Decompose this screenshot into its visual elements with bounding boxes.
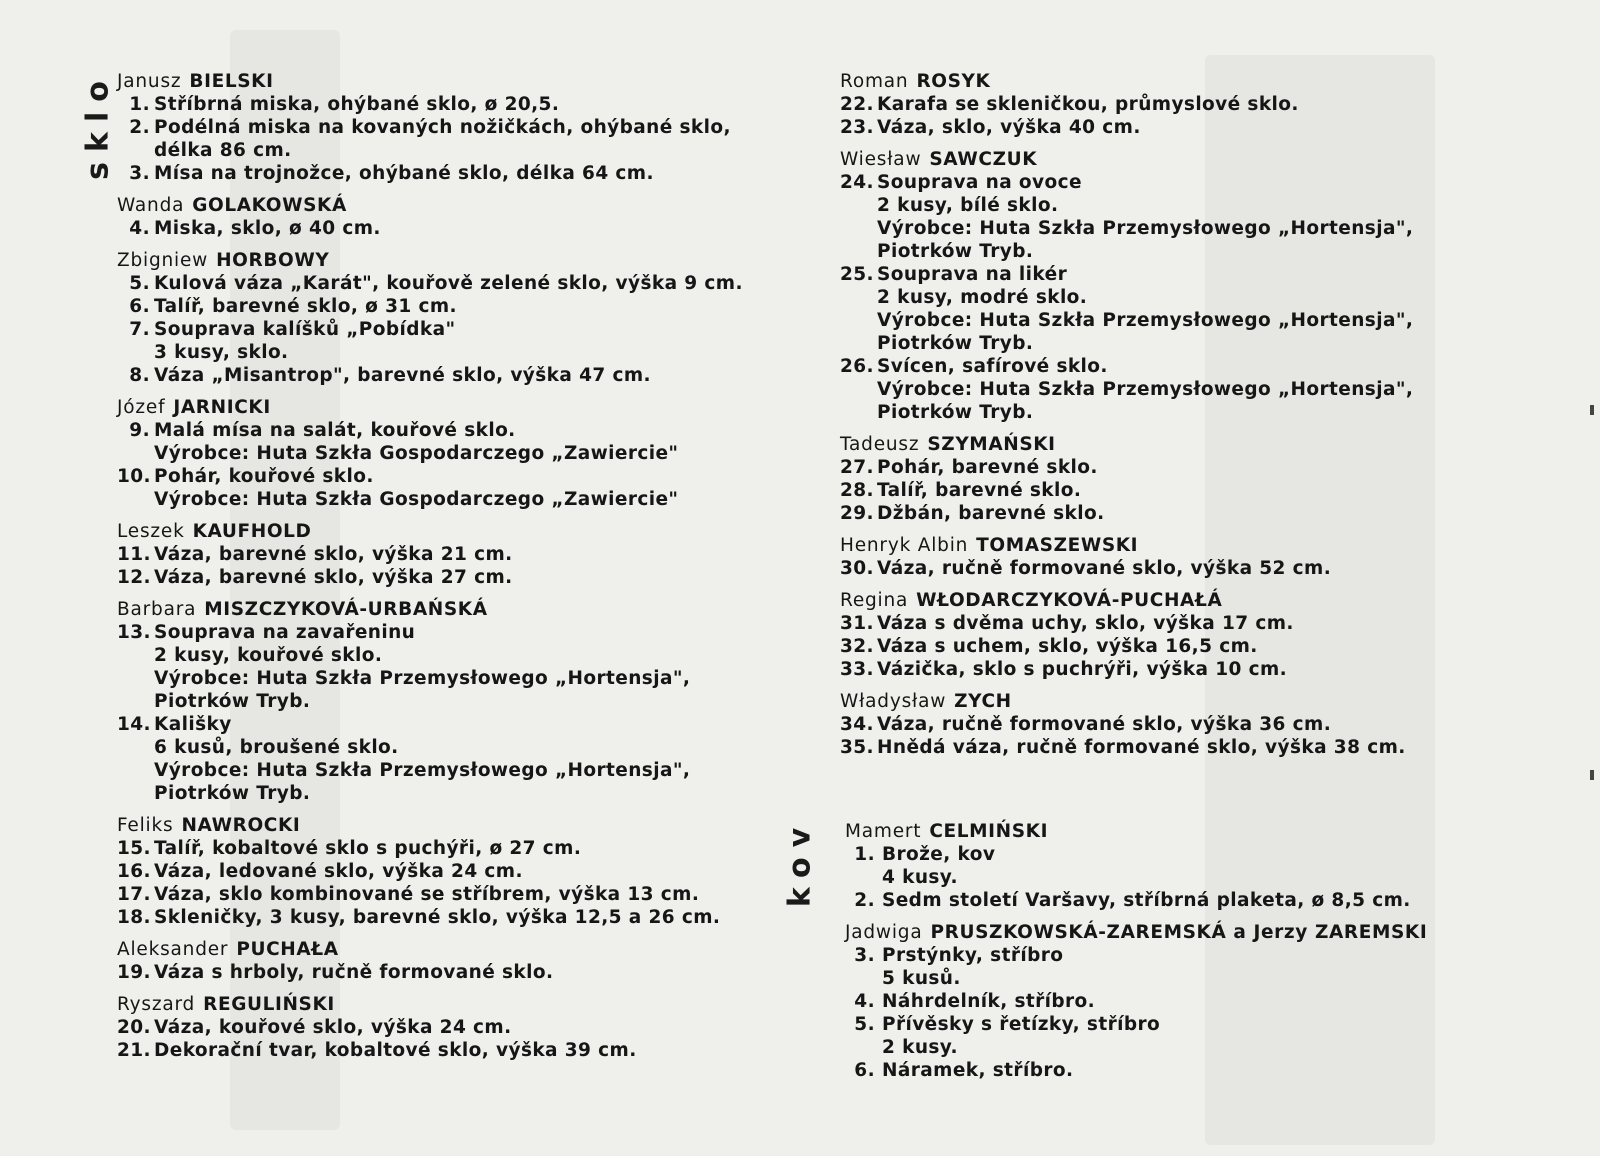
item-number: 3. xyxy=(129,163,150,184)
catalog-item xyxy=(840,658,1560,681)
item-description-line: Váza, ledované sklo, výška 24 cm. xyxy=(154,861,523,882)
artist-name xyxy=(117,194,747,217)
item-description-line: 2 kusy. xyxy=(882,1037,958,1058)
item-description-line: Pohár, kouřové sklo. xyxy=(154,466,374,487)
artist-first-name: Józef xyxy=(117,397,166,418)
artist-last-name: ZYCH xyxy=(954,691,1012,712)
item-description-line: Výrobce: Huta Szkła Przemysłowego „Hortensja", xyxy=(154,760,691,781)
artist-name xyxy=(117,814,747,837)
item-number: 29. xyxy=(840,503,874,524)
item-number: 12. xyxy=(117,567,151,588)
artist-name xyxy=(117,396,747,419)
catalog-entry xyxy=(117,598,747,805)
edge-mark xyxy=(1590,770,1594,780)
item-description-line: Výrobce: Huta Szkła Przemysłowego „Hortensja", xyxy=(877,310,1414,331)
item-description-line: Souprava kalíšků „Pobídka" xyxy=(154,319,456,340)
item-number: 14. xyxy=(117,714,151,735)
item-number: 26. xyxy=(840,356,874,377)
item-number: 4. xyxy=(129,218,150,239)
item-description-line: Výrobce: Huta Szkła Przemysłowego „Hortensja", xyxy=(877,379,1414,400)
item-number: 20. xyxy=(117,1017,151,1038)
item-description-line: Váza s uchem, sklo, výška 16,5 cm. xyxy=(877,636,1258,657)
item-description-line: Piotrków Tryb. xyxy=(154,783,311,804)
edge-mark xyxy=(1590,405,1594,415)
artist-name xyxy=(117,70,747,93)
kov-column xyxy=(845,820,1565,1091)
artist-name xyxy=(117,249,747,272)
item-description-line: Miska, sklo, ø 40 cm. xyxy=(154,218,381,239)
catalog-entry xyxy=(117,249,747,387)
item-description-line: 3 kusy, sklo. xyxy=(154,342,289,363)
item-number: 18. xyxy=(117,907,151,928)
item-number: 11. xyxy=(117,544,151,565)
item-number: 5. xyxy=(129,273,150,294)
item-number: 19. xyxy=(117,962,151,983)
catalog-entry xyxy=(117,70,747,185)
catalog-item xyxy=(117,1039,747,1062)
artist-first-name: Jadwiga xyxy=(845,922,923,943)
catalog-item xyxy=(117,961,747,984)
catalog-item xyxy=(840,713,1560,736)
artist-name xyxy=(840,534,1560,557)
item-number: 9. xyxy=(129,420,150,441)
item-number: 35. xyxy=(840,737,874,758)
artist-name xyxy=(845,820,1565,843)
artist-last-name: PUCHAŁA xyxy=(236,939,339,960)
item-number: 6. xyxy=(854,1060,875,1081)
catalog-item xyxy=(845,990,1565,1013)
item-number: 27. xyxy=(840,457,874,478)
artist-first-name: Wiesław xyxy=(840,149,922,170)
artist-last-name: TOMASZEWSKI xyxy=(976,535,1139,556)
artist-first-name: Janusz xyxy=(117,71,182,92)
item-description-line: Souprava na zavařeninu xyxy=(154,622,416,643)
catalog-entry xyxy=(117,194,747,240)
item-description-line: 2 kusy, kouřové sklo. xyxy=(154,645,383,666)
catalog-entry xyxy=(117,814,747,929)
item-description-line: Výrobce: Huta Szkła Przemysłowego „Hortensja", xyxy=(154,668,691,689)
catalog-item xyxy=(840,171,1560,263)
artist-last-name: SAWCZUK xyxy=(929,149,1038,170)
catalog-item xyxy=(117,543,747,566)
artist-last-name: KAUFHOLD xyxy=(192,521,312,542)
item-description-line: Váza „Misantrop", barevné sklo, výška 47 cm. xyxy=(154,365,651,386)
catalog-item xyxy=(117,883,747,906)
artist-name xyxy=(840,433,1560,456)
item-number: 32. xyxy=(840,636,874,657)
catalog-item xyxy=(845,1013,1565,1059)
item-description-line: Skleničky, 3 kusy, barevné sklo, výška 12,5 a 26 cm. xyxy=(154,907,721,928)
catalog-entry xyxy=(845,921,1565,1082)
item-description-line: Přívěsky s řetízky, stříbro xyxy=(882,1014,1161,1035)
artist-first-name: Henryk Albin xyxy=(840,535,969,556)
item-number: 2. xyxy=(854,890,875,911)
item-description-line: Sedm století Varšavy, stříbrná plaketa, ø 8,5 cm. xyxy=(882,890,1411,911)
item-description-line: Piotrków Tryb. xyxy=(877,333,1034,354)
artist-first-name: Władysław xyxy=(840,691,947,712)
item-description-line: Náhrdelník, stříbro. xyxy=(882,991,1096,1012)
artist-last-name: GOLAKOWSKÁ xyxy=(192,195,347,216)
artist-first-name: Feliks xyxy=(117,815,174,836)
item-description-line: Vázička, sklo s puchrýři, výška 10 cm. xyxy=(877,659,1288,680)
item-description-line: Brože, kov xyxy=(882,844,996,865)
item-description-line: Podélná miska na kovaných nožičkách, ohýbané sklo, xyxy=(154,117,731,138)
item-description-line: Souprava na likér xyxy=(877,264,1068,285)
item-description-line: Talíř, barevné sklo. xyxy=(877,480,1082,501)
catalog-entry xyxy=(840,589,1560,681)
item-number: 10. xyxy=(117,466,151,487)
item-description-line: Váza, barevné sklo, výška 27 cm. xyxy=(154,567,513,588)
item-number: 1. xyxy=(129,94,150,115)
item-number: 8. xyxy=(129,365,150,386)
item-number: 24. xyxy=(840,172,874,193)
catalog-item xyxy=(117,162,747,185)
catalog-item xyxy=(117,93,747,116)
item-description-line: Váza, sklo kombinované se stříbrem, výška 13 cm. xyxy=(154,884,700,905)
catalog-entry xyxy=(117,993,747,1062)
item-number: 23. xyxy=(840,117,874,138)
catalog-item xyxy=(840,456,1560,479)
item-description-line: Váza, barevné sklo, výška 21 cm. xyxy=(154,544,513,565)
item-number: 2. xyxy=(129,117,150,138)
catalog-item xyxy=(840,612,1560,635)
catalog-item xyxy=(117,318,747,364)
item-description-line: Mísa na trojnožce, ohýbané sklo, délka 64 cm. xyxy=(154,163,654,184)
artist-first-name: Aleksander xyxy=(117,939,229,960)
item-description-line: Váza, ručně formované sklo, výška 36 cm. xyxy=(877,714,1332,735)
item-description-line: Souprava na ovoce xyxy=(877,172,1082,193)
item-number: 7. xyxy=(129,319,150,340)
artist-first-name: Tadeusz xyxy=(840,434,920,455)
artist-first-name: Barbara xyxy=(117,599,197,620)
artist-name xyxy=(117,993,747,1016)
artist-last-name: NAWROCKI xyxy=(181,815,301,836)
section-label-kov: kov xyxy=(782,817,818,908)
item-number: 4. xyxy=(854,991,875,1012)
catalog-item xyxy=(117,860,747,883)
item-number: 1. xyxy=(854,844,875,865)
item-description-line: Malá mísa na salát, kouřové sklo. xyxy=(154,420,516,441)
catalog-item xyxy=(117,1016,747,1039)
artist-name xyxy=(840,70,1560,93)
catalog-item xyxy=(117,837,747,860)
item-description-line: Výrobce: Huta Szkła Gospodarczego „Zawiercie" xyxy=(154,443,679,464)
item-number: 28. xyxy=(840,480,874,501)
catalog-item xyxy=(840,502,1560,525)
artist-first-name: Ryszard xyxy=(117,994,196,1015)
item-description-line: 6 kusů, broušené sklo. xyxy=(154,737,399,758)
item-description-line: Váza s hrboly, ručně formované sklo. xyxy=(154,962,554,983)
item-number: 31. xyxy=(840,613,874,634)
artist-first-name: Regina xyxy=(840,590,909,611)
catalog-item xyxy=(840,355,1560,424)
catalog-item xyxy=(117,906,747,929)
catalog-entry xyxy=(117,396,747,511)
item-description-line: Piotrków Tryb. xyxy=(154,691,311,712)
item-number: 17. xyxy=(117,884,151,905)
catalog-item xyxy=(845,889,1565,912)
item-description-line: Váza, ručně formované sklo, výška 52 cm. xyxy=(877,558,1332,579)
catalog-item xyxy=(117,272,747,295)
catalog-item xyxy=(117,217,747,240)
item-description-line: Náramek, stříbro. xyxy=(882,1060,1074,1081)
artist-name xyxy=(117,938,747,961)
item-number: 22. xyxy=(840,94,874,115)
section-label-sklo: sklo xyxy=(80,71,116,180)
artist-last-name: CELMIŃSKI xyxy=(929,821,1049,842)
artist-first-name: Zbigniew xyxy=(117,250,209,271)
artist-first-name: Roman xyxy=(840,71,909,92)
catalog-item xyxy=(840,263,1560,355)
item-number: 33. xyxy=(840,659,874,680)
catalog-item xyxy=(117,713,747,805)
item-description-line: Stříbrná miska, ohýbané sklo, ø 20,5. xyxy=(154,94,560,115)
item-description-line: 5 kusů. xyxy=(882,968,961,989)
artist-last-name: ROSYK xyxy=(916,71,991,92)
catalog-item xyxy=(840,479,1560,502)
catalog-entry xyxy=(840,433,1560,525)
artist-name xyxy=(840,589,1560,612)
item-number: 34. xyxy=(840,714,874,735)
catalog-item xyxy=(117,621,747,713)
item-number: 16. xyxy=(117,861,151,882)
artist-last-name: JARNICKI xyxy=(173,397,271,418)
artist-name xyxy=(117,520,747,543)
catalog-item xyxy=(845,944,1565,990)
catalog-entry xyxy=(117,520,747,589)
catalog-entry xyxy=(840,70,1560,139)
item-number: 21. xyxy=(117,1040,151,1061)
catalog-item xyxy=(845,1059,1565,1082)
catalog-item xyxy=(845,843,1565,889)
catalog-item xyxy=(840,736,1560,759)
catalog-item xyxy=(117,566,747,589)
item-description-line: délka 86 cm. xyxy=(154,140,292,161)
artist-name xyxy=(840,690,1560,713)
catalog-item xyxy=(840,116,1560,139)
artist-name xyxy=(845,921,1565,944)
item-number: 3. xyxy=(854,945,875,966)
item-description-line: Prstýnky, stříbro xyxy=(882,945,1064,966)
item-number: 13. xyxy=(117,622,151,643)
item-description-line: Piotrków Tryb. xyxy=(877,402,1034,423)
item-description-line: Kulová váza „Karát", kouřově zelené sklo, výška 9 cm. xyxy=(154,273,743,294)
item-description-line: Výrobce: Huta Szkła Przemysłowego „Hortensja", xyxy=(877,218,1414,239)
artist-last-name: REGULIŃSKI xyxy=(203,994,335,1015)
artist-first-name: Mamert xyxy=(845,821,922,842)
catalog-item xyxy=(840,635,1560,658)
item-description-line: Hnědá váza, ručně formované sklo, výška 38 cm. xyxy=(877,737,1406,758)
item-description-line: 2 kusy, bílé sklo. xyxy=(877,195,1059,216)
artist-last-name: WŁODARCZYKOVÁ-PUCHAŁÁ xyxy=(916,590,1223,611)
item-description-line: 2 kusy, modré sklo. xyxy=(877,287,1088,308)
item-number: 5. xyxy=(854,1014,875,1035)
catalog-entry xyxy=(840,148,1560,424)
catalog-entry xyxy=(845,820,1565,912)
artist-first-name: Leszek xyxy=(117,521,185,542)
artist-last-name: MISZCZYKOVÁ-URBAŃSKÁ xyxy=(204,599,488,620)
item-description-line: Váza, sklo, výška 40 cm. xyxy=(877,117,1141,138)
artist-name xyxy=(117,598,747,621)
sklo-column-right xyxy=(840,70,1560,768)
item-description-line: Talíř, barevné sklo, ø 31 cm. xyxy=(154,296,457,317)
item-number: 30. xyxy=(840,558,874,579)
artist-last-name: BIELSKI xyxy=(189,71,274,92)
catalog-item xyxy=(117,116,747,162)
item-description-line: Výrobce: Huta Szkła Gospodarczego „Zawiercie" xyxy=(154,489,679,510)
item-description-line: Váza, kouřové sklo, výška 24 cm. xyxy=(154,1017,512,1038)
item-number: 15. xyxy=(117,838,151,859)
catalog-entry xyxy=(840,690,1560,759)
catalog-item xyxy=(840,93,1560,116)
item-description-line: Piotrków Tryb. xyxy=(877,241,1034,262)
item-description-line: 4 kusy. xyxy=(882,867,958,888)
catalog-item xyxy=(117,364,747,387)
artist-last-name: PRUSZKOWSKÁ-ZAREMSKÁ a Jerzy ZAREMSKI xyxy=(930,922,1428,943)
catalog-item xyxy=(117,465,747,511)
catalog-item xyxy=(117,419,747,465)
item-description-line: Talíř, kobaltové sklo s puchýři, ø 27 cm. xyxy=(154,838,582,859)
item-description-line: Dekorační tvar, kobaltové sklo, výška 39 cm. xyxy=(154,1040,637,1061)
item-number: 25. xyxy=(840,264,874,285)
item-description-line: Svícen, safírové sklo. xyxy=(877,356,1108,377)
item-description-line: Váza s dvěma uchy, sklo, výška 17 cm. xyxy=(877,613,1294,634)
sklo-column-left xyxy=(117,70,747,1071)
catalog-entry xyxy=(840,534,1560,580)
item-description-line: Karafa se skleničkou, průmyslové sklo. xyxy=(877,94,1299,115)
artist-name xyxy=(840,148,1560,171)
item-description-line: Pohár, barevné sklo. xyxy=(877,457,1098,478)
catalog-entry xyxy=(117,938,747,984)
catalog-item xyxy=(117,295,747,318)
item-description-line: Kališky xyxy=(154,714,232,735)
artist-last-name: SZYMAŃSKI xyxy=(927,434,1056,455)
catalog-item xyxy=(840,557,1560,580)
item-description-line: Džbán, barevné sklo. xyxy=(877,503,1105,524)
artist-last-name: HORBOWY xyxy=(216,250,330,271)
item-number: 6. xyxy=(129,296,150,317)
artist-first-name: Wanda xyxy=(117,195,185,216)
